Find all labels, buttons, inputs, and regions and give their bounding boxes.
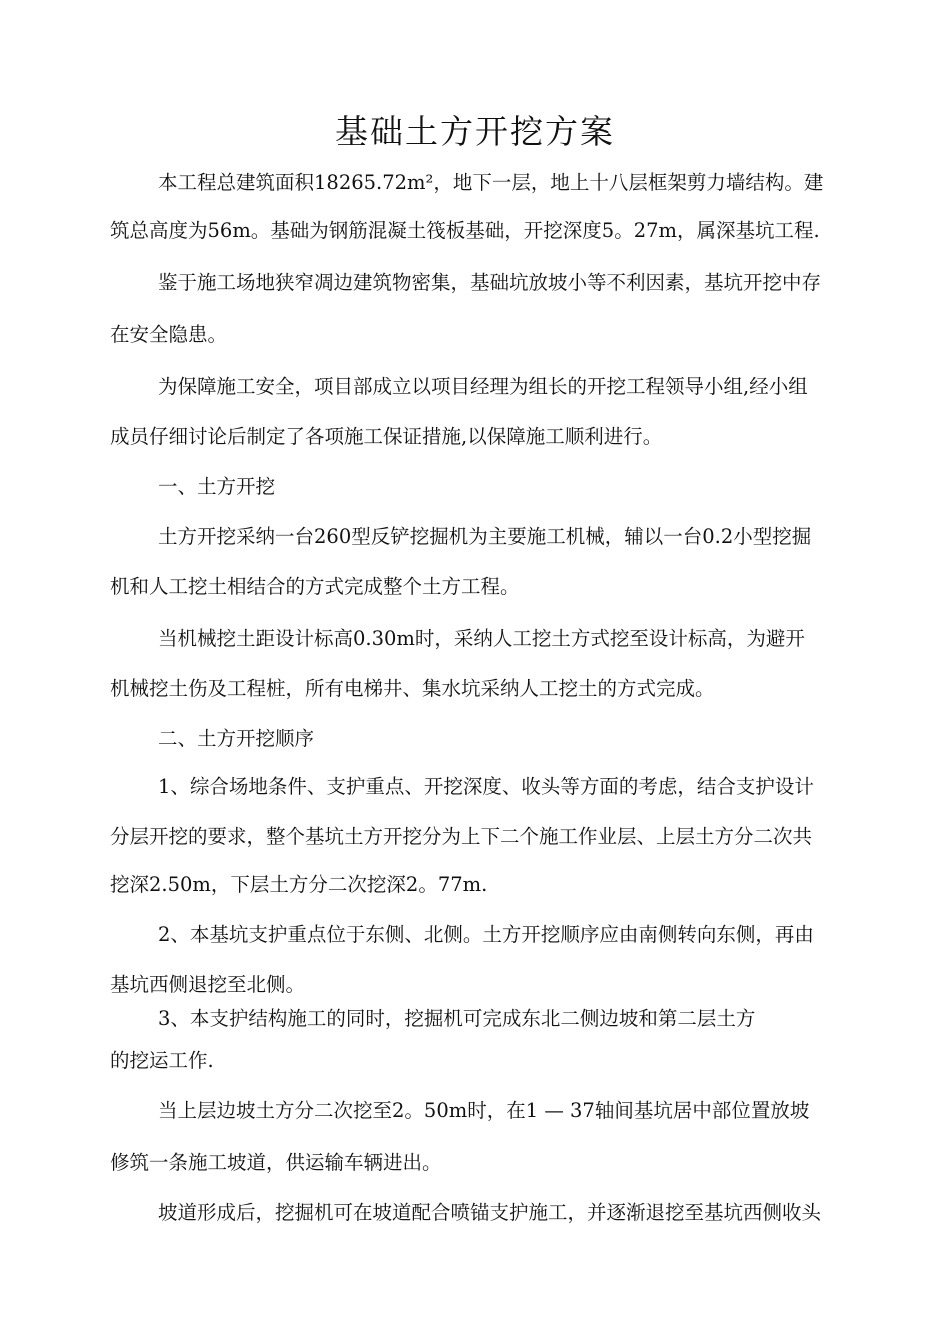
paragraph-line: 在安全隐患。 bbox=[110, 323, 228, 346]
paragraph-line: 挖深2.50m，下层土方分二次挖深2。77m. bbox=[110, 873, 488, 896]
paragraph-line: 当机械挖土距设计标高0.30m时，采纳人工挖土方式挖至设计标高，为避开 bbox=[158, 627, 805, 650]
section-heading: 二、土方开挖顺序 bbox=[158, 727, 315, 750]
paragraph-line: 基坑西侧退挖至北侧。 bbox=[110, 973, 306, 996]
paragraph-line: 分层开挖的要求，整个基坑土方开挖分为上下二个施工作业层、上层土方分二次共 bbox=[110, 825, 813, 848]
section-heading: 一、土方开挖 bbox=[158, 475, 276, 498]
paragraph-line: 机和人工挖土相结合的方式完成整个土方工程。 bbox=[110, 575, 520, 598]
paragraph-line: 2、本基坑支护重点位于东侧、北侧。土方开挖顺序应由南侧转向东侧，再由 bbox=[158, 923, 814, 946]
paragraph-line: 坡道形成后，挖掘机可在坡道配合喷锚支护施工，并逐渐退挖至基坑西侧收头 bbox=[158, 1201, 822, 1224]
paragraph-line: 成员仔细讨论后制定了各项施工保证措施,以保障施工顺利进行。 bbox=[110, 425, 663, 448]
paragraph-line: 当上层边坡土方分二次挖至2。50m时，在1 — 37轴间基坑居中部位置放坡 bbox=[158, 1099, 810, 1122]
paragraph-line: 3、本支护结构施工的同时，挖掘机可完成东北二侧边坡和第二层土方 bbox=[158, 1007, 756, 1030]
paragraph-line: 为保障施工安全，项目部成立以项目经理为组长的开挖工程领导小组,经小组 bbox=[158, 375, 808, 398]
paragraph-line: 修筑一条施工坡道，供运输车辆进出。 bbox=[110, 1151, 442, 1174]
paragraph-line: 鉴于施工场地狭窄凋边建筑物密集，基础坑放坡小等不利因素，基坑开挖中存 bbox=[158, 271, 822, 294]
document-title: 基础土方开挖方案 bbox=[335, 112, 615, 151]
paragraph-line: 1、综合场地条件、支护重点、开挖深度、收头等方面的考虑，结合支护设计 bbox=[158, 775, 814, 798]
paragraph-line: 本工程总建筑面积18265.72m²，地下一层，地上十八层框架剪力墙结构。建 bbox=[158, 171, 824, 194]
paragraph-line: 土方开挖采纳一台260型反铲挖掘机为主要施工机械，辅以一台0.2小型挖掘 bbox=[158, 525, 812, 548]
paragraph-line: 的挖运工作. bbox=[110, 1049, 214, 1072]
paragraph-line: 筑总高度为56m。基础为钢筋混凝土筏板基础，开挖深度5。27m，属深基坑工程. bbox=[110, 219, 820, 242]
paragraph-line: 机械挖土伤及工程桩，所有电梯井、集水坑采纳人工挖土的方式完成。 bbox=[110, 677, 715, 700]
